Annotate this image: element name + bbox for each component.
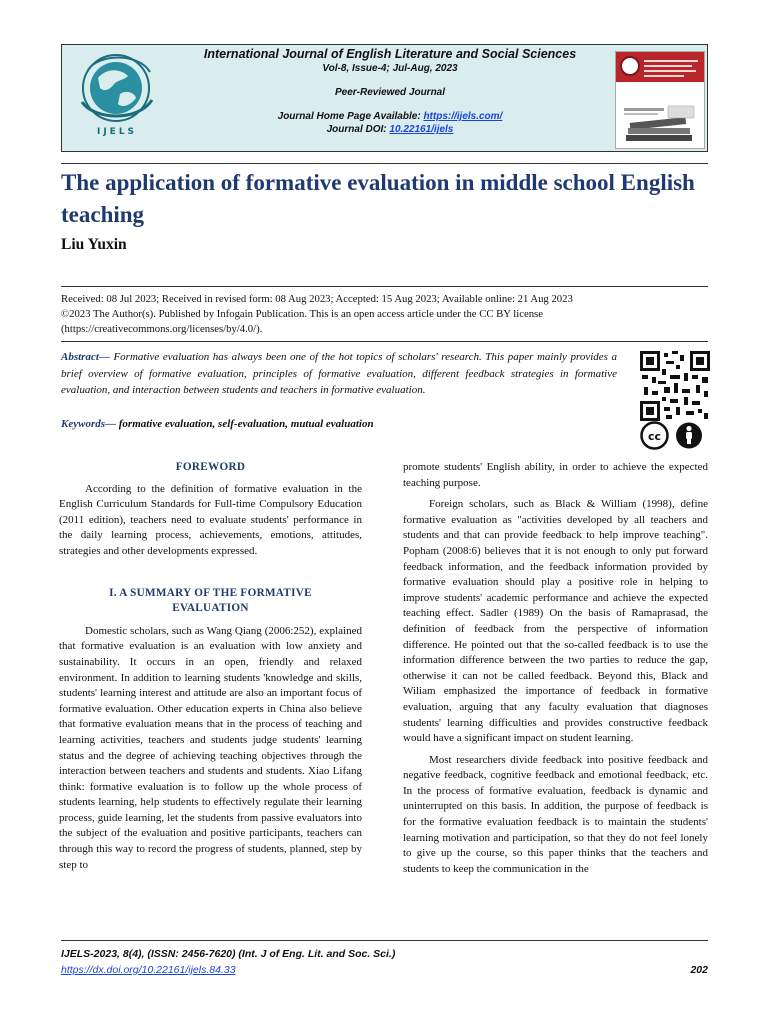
keywords (61, 418, 621, 430)
footer-doi-link[interactable]: https://dx.doi.org/10.22161/ijels.84.33 (61, 964, 236, 976)
paper-title: The application of formative evaluation in middle school English teaching (61, 170, 695, 227)
home-page-label: Journal Home Page Available: (277, 111, 424, 122)
abstract (61, 349, 617, 399)
header-text (174, 45, 606, 135)
title-top-rule (61, 163, 708, 164)
volume-line: Vol-8, Issue-4; Jul-Aug, 2023 (322, 63, 458, 74)
keywords-text: formative evaluation, self-evaluation, mutual evaluation (116, 418, 374, 430)
section-1-heading-line-1: I. A SUMMARY OF THE FORMATIVE (109, 586, 312, 599)
home-page-link[interactable]: https://ijels.com/ (423, 111, 503, 122)
peer-reviewed-label: Peer-Reviewed Journal (334, 87, 446, 98)
abstract-label: Abstract— (61, 351, 110, 363)
journal-header (61, 44, 708, 152)
doi-label: Journal DOI: (326, 124, 390, 135)
right-column (403, 460, 708, 877)
foreword-paragraph: According to the definition of formative evaluation in the English Curriculum Standards for Full-time Compulsory Education (2011 edition), teachers need to evaluate students' performance in the daily learning process, achievements, emotions, attitudes, strategies and other developments expressed. (59, 482, 362, 557)
article-meta (61, 292, 701, 337)
license-url[interactable]: (https://creativecommons.org/licenses/by/4.0/). (61, 323, 263, 335)
article-dates: Received: 08 Jul 2023; Received in revised form: 08 Aug 2023; Accepted: 15 Aug 2023; Available online: 21 Aug 2023 (61, 293, 573, 305)
journal-name: International Journal of English Literature and Social Sciences (203, 47, 577, 61)
author-name: Liu Yuxin (61, 236, 127, 253)
left-column (59, 460, 362, 873)
footer-citation: IJELS-2023, 8(4), (ISSN: 2456-7620) (Int. J of Eng. Lit. and Soc. Sci.) (61, 948, 396, 960)
meta-top-rule (61, 286, 708, 287)
qr-code-icon[interactable] (640, 351, 710, 421)
cc-by-icon[interactable] (640, 421, 707, 450)
keywords-label: Keywords— (61, 418, 116, 430)
feedback-types-paragraph: Most researchers divide feedback into positive feedback and negative feedback, cognitive feedback and emotional feedback, etc. In the process of formative evaluation, feedback is dynamic and uninterrupted on this basis. In addition, the purpose of feedback is for the formative evaluation feedback is to maintain the students' learning motivation and participation, so that they do not feel lonely to give up the course, so this paper thinks that the teachers and students to keep the communication in the (403, 753, 708, 875)
section-1-paragraph: Domestic scholars, such as Wang Qiang (2006:252), explained that formative evaluation is an evaluation with low anxiety and sustainability. It occurs in an open, friendly and relaxed environment. In addition to learning students 'knowledge and skills, students' learning interest and attitude are also an important focus of formative evaluation. Other education experts in China also believe that formative evaluation means that in the process of teaching and learning activities, teachers and students judge students' learning status and the degree of achieving teaching objectives through the interaction between teachers and students and students. Xiao Lifang think: formative evaluation is to follow up the whole process of students learning, help students to effectively regulate their learning process, guide learning, let the students from passive evaluators into the subject of the evaluation and positive participants, teachers can through this way to record the progress of students, planned, step by step to (59, 624, 362, 871)
abstract-text: Formative evaluation has always been one of the hot topics of scholars' research. This paper mainly provides a brief overview of formative evaluation, principles of formative evaluation, different feedback strategies in formative evaluation, and interaction between students and teachers in formative evaluation. (61, 351, 617, 396)
section-1-heading-line-2: EVALUATION (172, 602, 249, 615)
journal-cover-icon (615, 51, 705, 149)
home-page-line (174, 111, 606, 122)
continuation-paragraph: promote students' English ability, in order to achieve the expected teaching purpose. (403, 461, 708, 489)
globe-logo-icon (68, 50, 178, 146)
page-number: 202 (690, 964, 708, 976)
doi-link[interactable]: 10.22161/ijels (389, 124, 454, 135)
abstract-top-rule (61, 341, 708, 342)
footer-rule (61, 940, 708, 941)
foreword-heading: FOREWORD (175, 461, 246, 473)
logo-label: IJELS (96, 127, 138, 137)
svg-text:cc: cc (647, 430, 662, 443)
license-line: ©2023 The Author(s). Published by Infogain Publication. This is an open access article under the CC BY license (61, 308, 543, 320)
doi-line (174, 124, 606, 135)
foreign-scholars-paragraph: Foreign scholars, such as Black & William (1998), define formative evaluation as "activities developed by all teachers and students and that can provide feedback to help improve teaching". Popham (2008:6) believes that it is not enough to only put forward feedback information, and the feedback information provided by formative evaluation should play a positive role in helping to improve students' academic performance and achieve the expected teaching effect. Sadler (1989) On the basis of Ramaprasad, the definition of feedback from the perspective of information difference. He pointed out that the so-called feedback is to use the information difference between the two parties to reduce the gap, otherwise it can not be called feedback. Beyond this, Black and Wiliam emphasized the importance of feedback in formative evaluation, arguing that any faculty evaluation that diagnoses students' learning difficulties and provides constructive feedback would have a significant impact on student learning. (403, 498, 708, 745)
